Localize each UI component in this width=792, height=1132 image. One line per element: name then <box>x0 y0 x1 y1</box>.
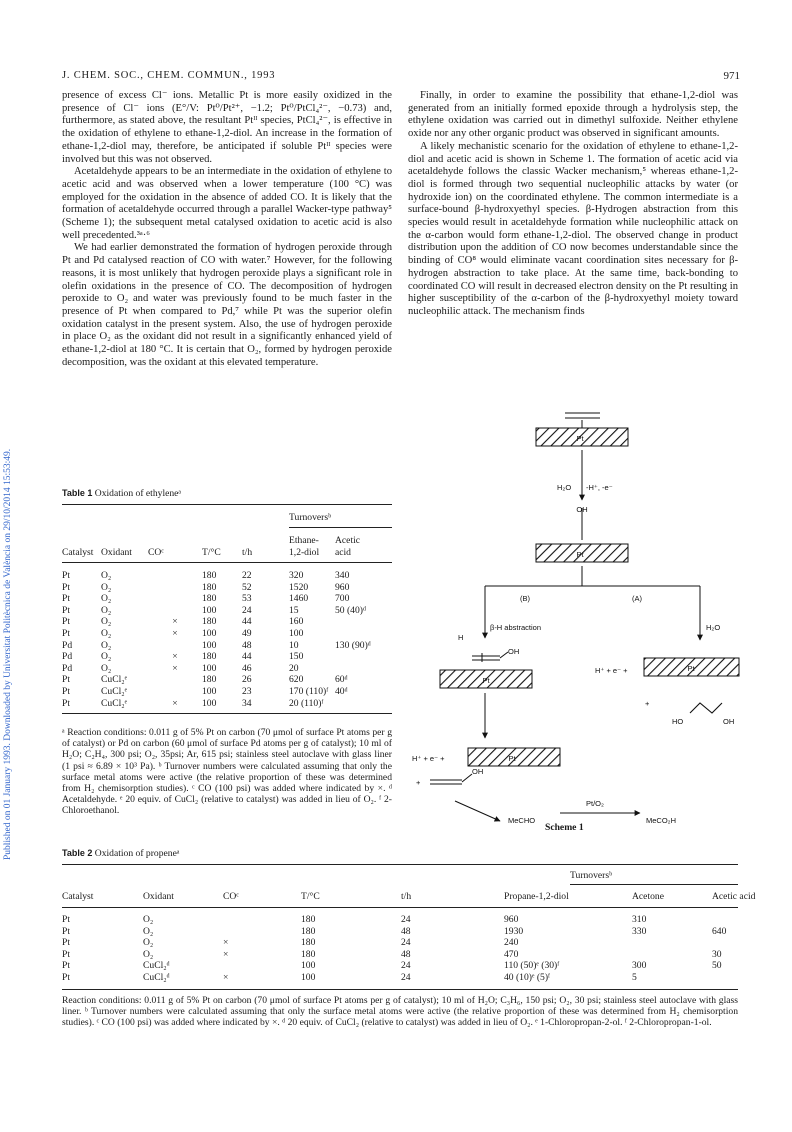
oh-label: OH <box>723 717 735 726</box>
path-a-label: (A) <box>632 594 642 603</box>
table-cell: 1930 <box>504 925 524 937</box>
table-cell: 50 <box>712 960 722 972</box>
table-row <box>62 593 392 605</box>
plus-label: + <box>416 778 421 787</box>
table-cell <box>148 605 202 617</box>
ho-label: HO <box>672 717 684 726</box>
table2-body <box>62 914 738 984</box>
table2-header-cell: Acetone <box>632 891 664 902</box>
table-cell <box>223 926 301 938</box>
table-cell: 100 <box>289 627 304 639</box>
table-cell: Pd <box>62 662 73 674</box>
h2o-step-label: H₂O <box>557 483 572 492</box>
table-cell: 180 <box>301 914 316 925</box>
pt-label: Pt <box>576 434 584 443</box>
table-cell <box>335 663 392 675</box>
table1-header-rule <box>62 562 392 563</box>
table1-group-rule <box>289 527 392 528</box>
table-cell: O₂ <box>101 639 112 651</box>
table-cell: 330 <box>632 925 647 937</box>
table1-subheader: Ethane- <box>289 535 319 546</box>
table-cell <box>335 616 392 628</box>
pt-label: Pt <box>576 550 584 559</box>
paragraph: Finally, in order to examine the possibility that ethane-1,2-diol was generated from an initially formed epoxide through a hydrolysis step, the ethylene oxidation was carried out in dimethyl sulfoxide. Neither ethylene oxide nor any other organic product was observed in significant amounts. <box>408 90 738 140</box>
table-cell: 40 (10)ᵉ (5)ᶠ <box>504 971 551 983</box>
table-cell: 24 <box>242 604 252 616</box>
table-cell: 100 <box>202 639 217 651</box>
table-cell: 24 <box>401 960 411 972</box>
table-cell: 100 <box>202 604 217 616</box>
table-row <box>62 674 392 686</box>
table-cell: Pt <box>62 593 71 605</box>
table-cell <box>148 640 202 652</box>
table-cell: 24 <box>401 937 411 949</box>
table-cell: 100 <box>301 971 316 983</box>
table-cell: 20 <box>289 662 299 674</box>
path-b-label: (B) <box>520 594 530 603</box>
table-cell: 110 (50)ᵉ (30)ᶠ <box>504 960 560 972</box>
table-row <box>62 640 392 652</box>
table-cell: 44 <box>242 616 252 628</box>
hplus-label: H⁺ + e⁻ + <box>412 754 445 763</box>
table-row <box>62 582 392 594</box>
table-cell: Pt <box>62 937 71 949</box>
table2-footnote: Reaction conditions: 0.011 g of 5% Pt on carbon (70 μmol of surface Pt atoms per g of catalyst); 10 ml of H₂O; C₃H₆, 150 psi; O₂, 30 psi; stainless steel autoclave with glass liner. ᵇ Turnover numbers were calculated assuming that only the surface metal atoms were active (the relative proportion of these was determined from H₂ chemisorption studies). ᶜ CO (100 psi) was added where indicated by ×. ᵈ 20 equiv. of CuCl₂ (relative to catalyst) was added in lieu of O₂. ᵉ 1-Chloropropan-2-ol. ᶠ 2-Chloropropan-1-ol. <box>62 995 738 1029</box>
table-cell: 48 <box>401 948 411 960</box>
table-cell: 40ᵈ <box>335 685 348 697</box>
table-cell: Pt <box>62 925 71 937</box>
oh-label: OH <box>576 505 588 514</box>
table-cell: 180 <box>202 581 217 593</box>
table1-header-time: t/h <box>242 547 253 558</box>
table-cell: 180 <box>202 593 217 605</box>
table2-label: Table 2 <box>62 848 93 858</box>
table-row <box>62 651 392 663</box>
pt-label: Pt <box>482 676 490 685</box>
table-row <box>62 937 738 949</box>
table-cell: CuCl₂ᵉ <box>101 685 128 697</box>
table1-header-co: COᶜ <box>148 547 164 558</box>
table-cell: O₂ <box>101 570 112 581</box>
table1-label: Table 1 <box>62 488 93 498</box>
mecho-label: MeCHO <box>508 816 536 825</box>
table-cell: 180 <box>301 925 316 937</box>
table-cell <box>223 960 301 972</box>
table-cell: × <box>172 627 178 639</box>
table-cell: 170 (110)ᶠ <box>289 685 329 697</box>
table1-subheader: 1,2-diol <box>289 547 320 558</box>
table-cell: O₂ <box>101 604 112 616</box>
table-cell: 620 <box>289 674 304 686</box>
table-cell: 24 <box>401 971 411 983</box>
table-cell: × <box>223 948 229 960</box>
table-cell: 1520 <box>289 581 309 593</box>
table-cell <box>335 698 392 710</box>
table-row <box>62 570 392 582</box>
table-cell: O₂ <box>101 616 112 628</box>
table-cell <box>335 628 392 640</box>
download-notice: Published on 01 January 1993. Downloaded by Universitat Politècnica de València on 29/10/2014 15:53:49. <box>3 448 13 860</box>
table-cell: 53 <box>242 593 252 605</box>
scheme1-caption: Scheme 1 <box>545 822 584 833</box>
table-cell: Pt <box>62 616 71 628</box>
table2-header-cell: Catalyst <box>62 891 94 902</box>
table-cell: 50 (40)ᵈ <box>335 604 366 616</box>
table-cell: 640 <box>712 925 727 937</box>
table-cell: 100 <box>202 627 217 639</box>
table-cell: Pt <box>62 627 71 639</box>
table-cell: 160 <box>289 616 304 628</box>
pt-label: Pt <box>687 664 695 673</box>
table-cell: CuCl₂ᵈ <box>143 960 170 972</box>
table-cell: × <box>172 662 178 674</box>
table1-header-temp: T/°C <box>202 547 221 558</box>
page-number: 971 <box>723 70 740 82</box>
table-cell: 960 <box>504 914 519 925</box>
table1-header-oxidant: Oxidant <box>101 547 132 558</box>
journal-header: J. CHEM. SOC., CHEM. COMMUN., 1993 <box>62 70 276 81</box>
table2-group-rule <box>570 884 738 885</box>
table2-caption <box>62 848 179 859</box>
table-cell: 48 <box>401 925 411 937</box>
table-cell: Pt <box>62 604 71 616</box>
paragraph: A likely mechanistic scenario for the oxidation of ethylene to ethane-1,2-diol and acetic acid is shown in Scheme 1. The formation of acetic acid via acetaldehyde follows the classic Wacker mechanism,⁵ whereas ethane-1,2-diol is formed through two sequential nucleophilic attacks by water (or hydroxide ion) on the coordinated ethylene. The common intermediate is a surface-bound β-hydroxyethyl species. β-Hydrogen abstraction from this species would result in acetaldehyde formation while nucleophilic attack on the α-carbon would form ethane-1,2-diol. The observed change in product distribution upon the addition of CO now becomes understandable since the binding of CO⁸ would eliminate vacant coordination sites necessary for β-hydrogen abstraction to take place. At the same time, back-bonding to coordinated CO will result in decreased electron density on the Pt resulting in higher susceptibility of the α-carbon of the β-hydroxyethyl moiety toward nucleophilic attack. The mechanism finds <box>408 140 738 317</box>
table-cell: 240 <box>504 937 519 949</box>
table-cell: 300 <box>632 960 647 972</box>
table-cell: 310 <box>632 914 647 925</box>
table-cell: 180 <box>202 674 217 686</box>
table-cell: Pt <box>62 960 71 972</box>
table1-header-catalyst: Catalyst <box>62 547 94 558</box>
table-cell: × <box>223 937 229 949</box>
table-row <box>62 686 392 698</box>
table2-header-rule <box>62 907 738 908</box>
table-cell: × <box>172 616 178 628</box>
pt-o2-label: Pt/O₂ <box>586 799 604 808</box>
table1-caption <box>62 488 181 499</box>
table2-header-cell: COᶜ <box>223 891 239 902</box>
table1-top-rule <box>62 504 392 505</box>
table1-title: Oxidation of ethyleneᵃ <box>94 488 182 499</box>
table-cell: 24 <box>401 914 411 925</box>
table-cell: 48 <box>242 639 252 651</box>
table-cell: Pt <box>62 674 71 686</box>
table-cell: 30 <box>712 948 722 960</box>
table2-title: Oxidation of propeneᵃ <box>94 848 180 859</box>
table-cell: Pd <box>62 651 73 663</box>
table-cell <box>148 570 202 582</box>
h-label: H <box>458 633 464 642</box>
table2-header-cell: Oxidant <box>143 891 174 902</box>
table-cell: O₂ <box>101 662 112 674</box>
table-cell: Pd <box>62 639 73 651</box>
table-cell <box>712 972 738 984</box>
left-column <box>62 90 392 369</box>
table-row <box>62 960 738 972</box>
table-cell <box>335 651 392 663</box>
table-row <box>62 949 738 961</box>
table-cell <box>632 949 712 961</box>
table-cell: 100 <box>202 662 217 674</box>
table-cell: 60ᵈ <box>335 674 348 686</box>
table-cell <box>148 593 202 605</box>
table-row <box>62 914 738 926</box>
table-cell: 34 <box>242 697 252 709</box>
table1-subheader: acid <box>335 547 351 558</box>
pt-label: Pt <box>508 754 516 763</box>
table-cell: 26 <box>242 674 252 686</box>
table-row <box>62 698 392 710</box>
h2o-label: H₂O <box>706 623 721 632</box>
table-cell: 470 <box>504 948 519 960</box>
table-cell: 100 <box>202 685 217 697</box>
table-cell: Pt <box>62 948 71 960</box>
table-cell: 1460 <box>289 593 309 605</box>
paragraph: Acetaldehyde appears to be an intermediate in the oxidation of ethylene to acetic acid and was observed when a lower temperature (100 °C) was employed for the oxidation in the absence of added CO. It is likely that the formation of acetaldehyde occurred through a parallel Wacker-type pathway⁵ (Scheme 1); the subsequent metal catalysed oxidation to acetic acid is also well precedented.³ᵃ·⁶ <box>62 166 392 241</box>
table-cell: 100 <box>301 960 316 972</box>
table-cell: 49 <box>242 627 252 639</box>
deprotonation-label: -H⁺, -e⁻ <box>586 483 613 492</box>
table-cell: 100 <box>202 697 217 709</box>
table-cell: 20 (110)ᶠ <box>289 697 324 709</box>
table-cell: 700 <box>335 593 350 605</box>
table1-body <box>62 570 392 709</box>
table-cell: 15 <box>289 604 299 616</box>
table-row <box>62 663 392 675</box>
meco2h-label: MeCO₂H <box>646 816 676 825</box>
table-row <box>62 926 738 938</box>
table-cell: 10 <box>289 639 299 651</box>
paragraph: We had earlier demonstrated the formation of hydrogen peroxide through Pt and Pd catalysed reaction of CO with water.⁷ However, for the following reasons, it is most unlikely that hydrogen peroxide plays a significant role in olefin oxidations in the presence of CO. The decomposition of hydrogen peroxide to O₂ and water was previously found to be much faster in the presence of Pt when compared to Pd,⁷ while Pt was the superior olefin oxidation catalyst in the present system. Also, the use of hydrogen peroxide in place O₂ as the oxidant did not result in a significantly enhanced yield of ethane-1,2-diol at 180 °C. It is certain that O₂, formed by hydrogen peroxide decomposition, was the oxidant at this elevated temperature. <box>62 242 392 368</box>
table-cell: 44 <box>242 651 252 663</box>
table-cell: 130 (90)ᵈ <box>335 639 371 651</box>
table2-header-cell: T/°C <box>301 891 320 902</box>
table-cell: CuCl₂ᵉ <box>101 674 128 686</box>
table-cell: 180 <box>202 651 217 663</box>
table-cell <box>148 582 202 594</box>
table-cell: 180 <box>202 570 217 581</box>
table-cell <box>712 937 738 949</box>
table2-header-cell: Acetic acid <box>712 891 756 902</box>
table-cell: × <box>223 971 229 983</box>
table-cell: CuCl₂ᵈ <box>143 971 170 983</box>
table-row <box>62 605 392 617</box>
table2-bottom-rule <box>62 989 738 990</box>
paragraph: presence of excess Cl⁻ ions. Metallic Pt is more easily oxidized in the presence of Cl⁻ ions (E°/V: Pt⁰/Pt²⁺, −1.2; Pt⁰/PtCl₄²⁻, −0.73) and, furthermore, as stated above, the resultant Ptᴵᴵ species, PtCl₄²⁻, is effective in the oxidation of ethylene to ethane-1,2-diol. An increase in the formation of ethane-1,2-diol may, therefore, be anticipated if soluble Ptᴵᴵ species were involved but this was not observed. <box>62 90 392 165</box>
table-cell: Pt <box>62 697 71 709</box>
table-cell: CuCl₂ᵉ <box>101 697 128 709</box>
table-cell: 180 <box>202 616 217 628</box>
table2-group-header: Turnoversᵇ <box>570 870 613 881</box>
table-cell: Pt <box>62 971 71 983</box>
table-cell: 180 <box>301 937 316 949</box>
beta-h-abstraction-label: β-H abstraction <box>490 623 541 632</box>
table-cell: O₂ <box>143 925 154 937</box>
table-cell: × <box>172 697 178 709</box>
table-cell: O₂ <box>143 948 154 960</box>
scheme1-diagram <box>400 408 750 838</box>
table1-subheader: Acetic <box>335 535 361 546</box>
table2-top-rule <box>62 864 738 865</box>
table-cell: 46 <box>242 662 252 674</box>
table-cell <box>712 914 738 926</box>
table-cell: O₂ <box>101 651 112 663</box>
table-cell: O₂ <box>101 627 112 639</box>
table1-footnote: ᵃ Reaction conditions: 0.011 g of 5% Pt on carbon (70 μmol of surface Pt atoms per g of catalyst) or Pd on carbon (60 μmol of surface Pd atoms per g of catalyst); 10 ml of H₂O; C₂H₄, 300 psi; O₂, 35psi; Ar, 615 psi; stainless steel autoclave with glass liner (1 psi ≈ 6.89 × 10³ Pa). ᵇ Turnover numbers were calculated assuming that only the surface metal atoms were active (the relative proportion of these was determined from H₂ chemisorption studies). ᶜ CO (100 psi) was added where indicated by ×. ᵈ Acetaldehyde. ᵉ 20 equiv. of CuCl₂ (relative to catalyst) was added in lieu of O₂. ᶠ 2-Chloroethanol. <box>62 727 392 817</box>
table-cell: O₂ <box>101 593 112 605</box>
oh-label: OH <box>472 767 484 776</box>
table-cell <box>148 686 202 698</box>
table1-group-header: Turnoversᵇ <box>289 512 332 523</box>
table-row <box>62 972 738 984</box>
table-row <box>62 628 392 640</box>
table-cell <box>148 674 202 686</box>
table2-header-cell: t/h <box>401 891 412 902</box>
right-column <box>408 90 738 319</box>
table-cell: 5 <box>632 971 637 983</box>
table-row <box>62 616 392 628</box>
table-cell: 340 <box>335 570 350 581</box>
table-cell: Pt <box>62 570 71 581</box>
hplus-label: H⁺ + e⁻ + <box>595 666 628 675</box>
table-cell: 52 <box>242 581 252 593</box>
table-cell: 180 <box>301 948 316 960</box>
table2-header-cell: Propane-1,2-diol <box>504 891 569 902</box>
table-cell: Pt <box>62 685 71 697</box>
table-cell: O₂ <box>143 914 154 925</box>
table-cell: 320 <box>289 570 304 581</box>
table2-header <box>62 891 755 903</box>
table-cell <box>223 914 301 926</box>
table-cell: 23 <box>242 685 252 697</box>
plus-label: + <box>645 699 650 708</box>
table-cell: Pt <box>62 914 71 925</box>
table-cell: O₂ <box>143 937 154 949</box>
table-cell: Pt <box>62 581 71 593</box>
table-cell: O₂ <box>101 581 112 593</box>
table-cell: 150 <box>289 651 304 663</box>
table-cell: 22 <box>242 570 252 581</box>
table-cell: 960 <box>335 581 350 593</box>
table-cell <box>632 937 712 949</box>
oh-label: OH <box>508 647 520 656</box>
table1-bottom-rule <box>62 713 392 714</box>
table-cell: × <box>172 651 178 663</box>
